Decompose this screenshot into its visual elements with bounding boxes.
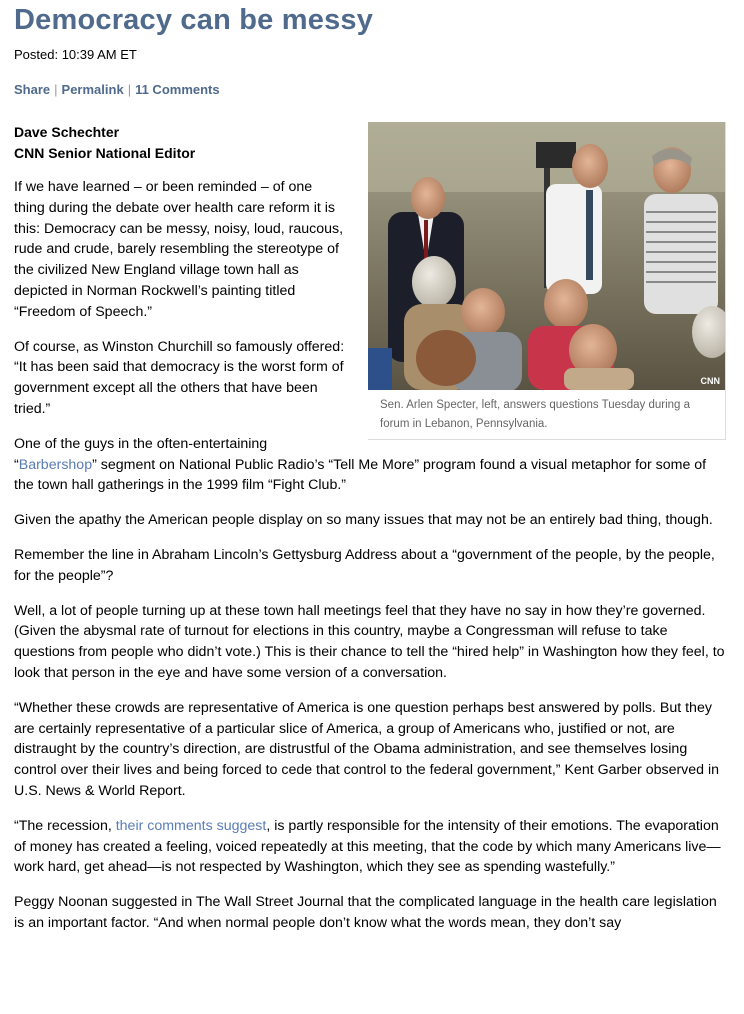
posted-timestamp: Posted: 10:39 AM ET <box>14 47 137 62</box>
paragraph: Peggy Noonan suggested in The Wall Street Journal that the complicated language in the health care legislation is an important factor. “And when normal people don’t know what the words mean, they don’t say <box>14 894 717 931</box>
paragraph: Remember the line in Abraham Lincoln’s Gettysburg Address about a “government of the people, by the people, for the people”? <box>14 546 715 584</box>
comments-suggest-link[interactable]: their comments suggest <box>115 817 267 834</box>
paragraph-text: , is partly responsible for the intensity of their emotions. The evaporation of money has created a feeling, voiced repeatedly at this meeting, that the code by which many Americans live—work hard, get ahead—is not respected by Washington, which they see as spending wastefully.” <box>14 817 721 876</box>
paragraph-text: One of the guys in the often-entertaining “ <box>14 435 268 473</box>
paragraph-text: “The recession, <box>14 817 116 834</box>
paragraph: “Whether these crowds are representative of America is one question perhaps best answered by polls. But they are certainly representative of a particular slice of America, a group of Americans who, justified or not, are distraught by the country’s direction, are distrustful of the Obama administration, and see themselves losing control over their lives and being forced to cede that control to the federal government,” Kent Garber observed in U.S. News & World Report. <box>14 699 720 799</box>
paragraph: Given the apathy the American people display on so many issues that may not be an entirely bad thing, though. <box>14 512 713 529</box>
paragraph-text: ” segment on National Public Radio’s “Tell Me More” program found a visual metaphor for some of the town hall gatherings in the 1999 film “Fight Club.” <box>14 456 707 494</box>
permalink-link[interactable]: Permalink <box>61 82 124 97</box>
cnn-watermark: CNN <box>700 376 720 386</box>
news-photo <box>368 122 725 390</box>
comments-link[interactable]: 11 Comments <box>135 82 220 97</box>
photo-figure <box>368 122 726 440</box>
paragraph <box>14 816 726 878</box>
paragraph: If we have learned – or been reminded – of one thing during the debate over health care reform it is this: Democracy can be messy, noisy, loud, raucous, rude and crude, barely resembling the stereotype of the civilized New England village town hall as depicted in Norman Rockwell’s painting titled “Freedom of Speech.” <box>14 179 344 320</box>
barbershop-link[interactable]: Barbershop <box>18 456 93 473</box>
article-body <box>14 177 726 948</box>
post-actions <box>14 82 220 97</box>
divider: | <box>127 82 132 97</box>
author-title: CNN Senior National Editor <box>14 145 196 161</box>
divider: | <box>54 82 58 97</box>
post-title: Democracy can be messy <box>14 4 374 36</box>
paragraph: Of course, as Winston Churchill so famously offered: “It has been said that democracy is the worst form of government except all the others that have been tried.” <box>14 338 345 417</box>
author-name: Dave Schechter <box>14 124 120 140</box>
paragraph: Well, a lot of people turning up at these town hall meetings feel that they have no say in how they’re governed. (Given the abysmal rate of turnout for elections in this country, maybe a Congressman will refuse to take questions from people who didn’t vote.) This is their chance to tell the “hired help” in Washington how they feel, to look that person in the eye and have some version of a conversation. <box>14 602 725 681</box>
photo-caption: Sen. Arlen Specter, left, answers questions Tuesday during a forum in Lebanon, Pennsylvania. <box>380 399 691 430</box>
share-link[interactable]: Share <box>14 82 51 97</box>
paragraph <box>14 434 726 496</box>
byline <box>14 122 195 164</box>
